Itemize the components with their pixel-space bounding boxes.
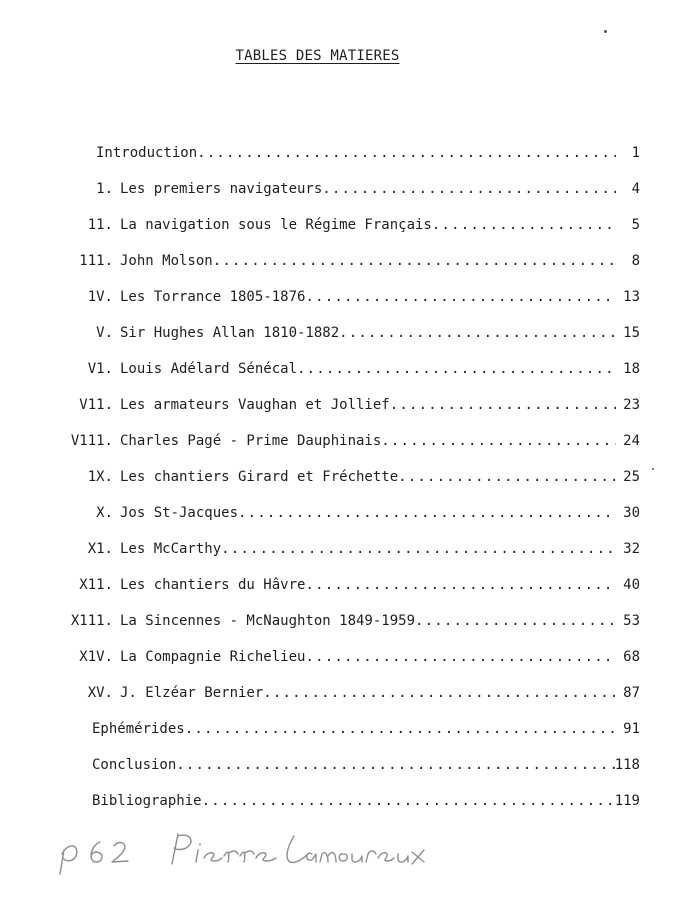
toc-entry-body bbox=[92, 789, 640, 813]
page-number: 1 bbox=[631, 145, 640, 161]
toc-entry-body bbox=[120, 645, 640, 669]
dot-leader bbox=[415, 609, 616, 633]
toc-entry bbox=[0, 681, 640, 705]
toc-entry bbox=[0, 753, 640, 777]
dot-leader bbox=[185, 717, 616, 741]
chapter-number: X1V. bbox=[79, 649, 113, 665]
chapter-title: J. Elzéar Bernier bbox=[120, 685, 264, 701]
page-number: 25 bbox=[623, 469, 640, 485]
chapter-number: 1X. bbox=[87, 469, 113, 485]
toc-entry bbox=[0, 501, 640, 525]
toc-entry-body bbox=[120, 609, 640, 633]
chapter-title: Les McCarthy bbox=[120, 541, 222, 557]
chapter-title: Ephémérides bbox=[92, 721, 185, 737]
dot-leader bbox=[339, 321, 616, 345]
chapter-title: Sir Hughes Allan 1810-1882 bbox=[120, 325, 340, 341]
chapter-number: X11. bbox=[79, 577, 113, 593]
toc-entry bbox=[0, 609, 640, 633]
chapter-title: Les premiers navigateurs bbox=[120, 181, 323, 197]
page-number: 87 bbox=[623, 685, 640, 701]
toc-entry-body bbox=[120, 537, 640, 561]
page-number: 18 bbox=[623, 361, 640, 377]
toc-entry bbox=[0, 357, 640, 381]
toc-entry-body bbox=[120, 321, 640, 345]
page-number: 5 bbox=[631, 217, 640, 233]
page-number: 24 bbox=[623, 433, 640, 449]
page-number: 119 bbox=[614, 793, 640, 809]
dot-leader bbox=[213, 249, 616, 273]
chapter-title: Conclusion bbox=[92, 757, 177, 773]
toc-entry bbox=[0, 429, 640, 453]
toc-entry bbox=[0, 645, 640, 669]
chapter-number: X. bbox=[96, 505, 113, 521]
chapter-title: La Sincennes - McNaughton 1849-1959 bbox=[120, 613, 416, 629]
toc-entry bbox=[0, 393, 640, 417]
toc-entry-body bbox=[96, 141, 640, 165]
chapter-title: John Molson bbox=[120, 253, 213, 269]
toc-entry-body bbox=[120, 573, 640, 597]
page-number: 23 bbox=[623, 397, 640, 413]
dot-leader bbox=[381, 429, 616, 453]
dot-leader bbox=[390, 393, 616, 417]
dot-leader bbox=[398, 465, 616, 489]
paper-speck bbox=[652, 468, 654, 470]
dot-leader bbox=[432, 213, 616, 237]
toc-entry bbox=[0, 573, 640, 597]
chapter-title: Les chantiers du Hâvre bbox=[120, 577, 306, 593]
toc-entry bbox=[0, 789, 640, 813]
toc-entry bbox=[0, 285, 640, 309]
chapter-number: V11. bbox=[79, 397, 113, 413]
dot-leader bbox=[238, 501, 616, 525]
toc-entry bbox=[0, 177, 640, 201]
chapter-title: La Compagnie Richelieu bbox=[120, 649, 306, 665]
toc-entry bbox=[0, 249, 640, 273]
toc-entry bbox=[0, 717, 640, 741]
page-number: 53 bbox=[623, 613, 640, 629]
dot-leader bbox=[176, 753, 614, 777]
chapter-number: V111. bbox=[70, 433, 113, 449]
toc-entry-body bbox=[120, 465, 640, 489]
chapter-title: Les armateurs Vaughan et Jollief bbox=[120, 397, 390, 413]
page-number: 118 bbox=[614, 757, 640, 773]
chapter-title: Les chantiers Girard et Fréchette bbox=[120, 469, 399, 485]
toc-entry bbox=[0, 213, 640, 237]
dot-leader bbox=[305, 573, 616, 597]
chapter-number: X1. bbox=[87, 541, 113, 557]
chapter-number: 11. bbox=[87, 217, 113, 233]
dot-leader bbox=[305, 285, 616, 309]
toc-entry-body bbox=[120, 357, 640, 381]
page-number: 30 bbox=[623, 505, 640, 521]
toc-entry-body bbox=[120, 177, 640, 201]
chapter-number: V1. bbox=[87, 361, 113, 377]
dot-leader bbox=[221, 537, 616, 561]
chapter-number: XV. bbox=[87, 685, 113, 701]
toc-entry-body bbox=[120, 393, 640, 417]
page-number: 8 bbox=[631, 253, 640, 269]
toc-entry-body bbox=[120, 285, 640, 309]
dot-leader bbox=[202, 789, 615, 813]
chapter-title: Introduction bbox=[96, 145, 198, 161]
page-number: 91 bbox=[623, 721, 640, 737]
toc-entry-body bbox=[120, 213, 640, 237]
page-title: TABLES DES MATIERES bbox=[235, 48, 400, 64]
page-number: 4 bbox=[631, 181, 640, 197]
page-number: 68 bbox=[623, 649, 640, 665]
toc-entry-body bbox=[120, 249, 640, 273]
page-number: 40 bbox=[623, 577, 640, 593]
page-number: 13 bbox=[623, 289, 640, 305]
toc-entry-body bbox=[92, 717, 640, 741]
dot-leader bbox=[297, 357, 616, 381]
chapter-title: Charles Pagé - Prime Dauphinais bbox=[120, 433, 382, 449]
toc-entry bbox=[0, 141, 640, 165]
dot-leader bbox=[305, 645, 616, 669]
chapter-number: V. bbox=[96, 325, 113, 341]
dot-leader bbox=[322, 177, 616, 201]
dot-leader bbox=[263, 681, 616, 705]
toc-entry-body bbox=[120, 429, 640, 453]
toc-entry-body bbox=[120, 501, 640, 525]
toc-entry-body bbox=[120, 681, 640, 705]
toc-entry-body bbox=[92, 753, 640, 777]
chapter-number: 111. bbox=[79, 253, 113, 269]
toc-entry bbox=[0, 321, 640, 345]
chapter-title: La navigation sous le Régime Français bbox=[120, 217, 432, 233]
page-number: 32 bbox=[623, 541, 640, 557]
chapter-title: Louis Adélard Sénécal bbox=[120, 361, 298, 377]
chapter-title: Jos St-Jacques bbox=[120, 505, 239, 521]
dot-leader bbox=[197, 141, 616, 165]
paper-speck bbox=[604, 30, 607, 33]
chapter-number: 1V. bbox=[87, 289, 113, 305]
chapter-number: X111. bbox=[70, 613, 113, 629]
chapter-title: Les Torrance 1805-1876 bbox=[120, 289, 306, 305]
toc-entry bbox=[0, 465, 640, 489]
toc-entry bbox=[0, 537, 640, 561]
page-number: 15 bbox=[623, 325, 640, 341]
chapter-number: 1. bbox=[96, 181, 113, 197]
handwritten-annotation bbox=[58, 828, 438, 876]
chapter-title: Bibliographie bbox=[92, 793, 202, 809]
